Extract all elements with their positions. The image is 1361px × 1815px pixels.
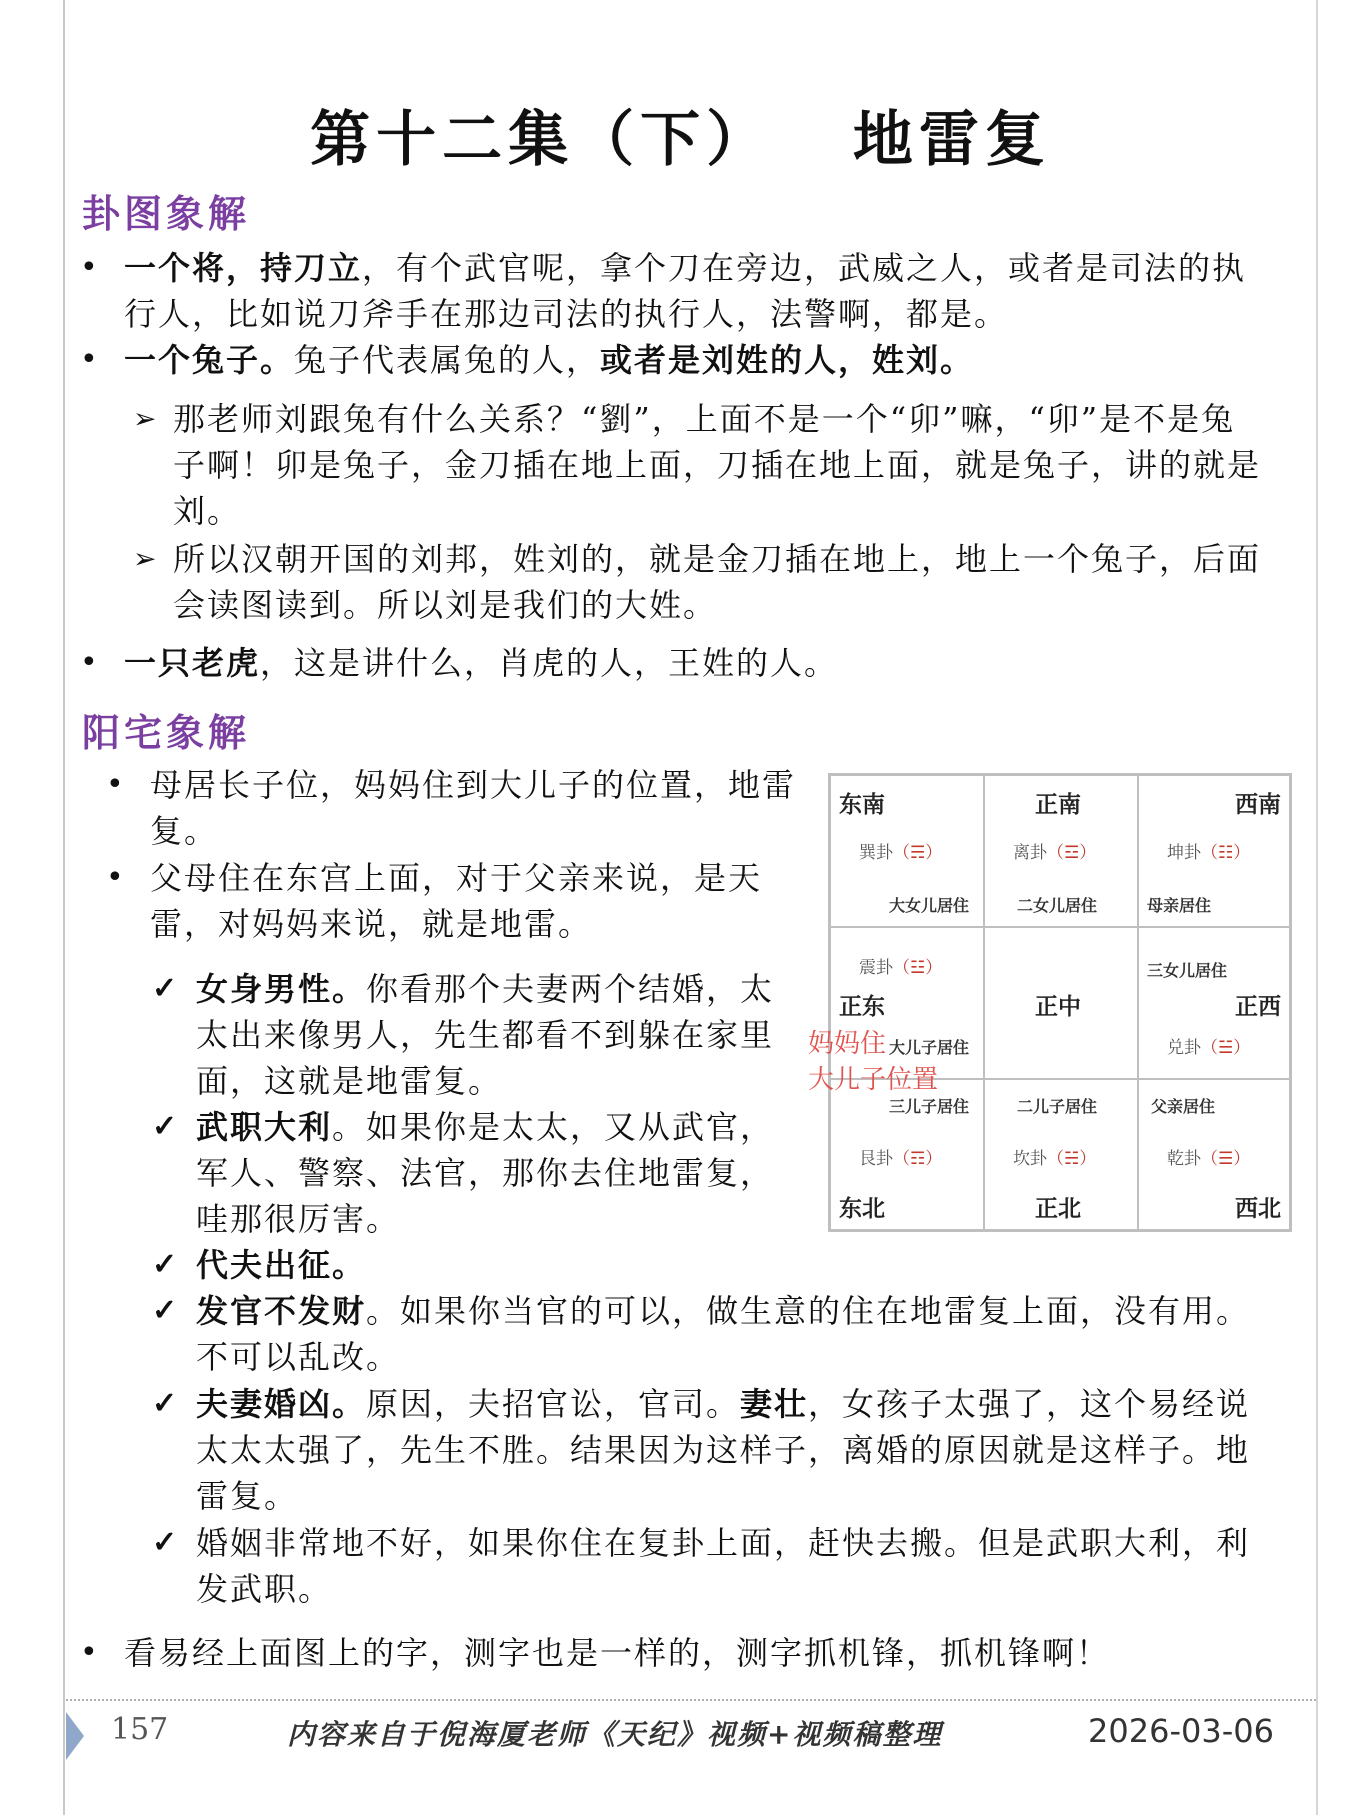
emphasis-text: 女身男性。 (196, 970, 367, 1008)
emphasis-text: 代夫出征。 (196, 1246, 367, 1284)
check-icon: ✓ (152, 1386, 180, 1421)
sub-list-item (133, 396, 1268, 534)
body-text: ，女孩子太强了，这个易经说太太太强了，先生不胜。结果因为这样子，离婚的原因就是这样子。地雷复。 (196, 1385, 1251, 1515)
bagua-grid (828, 773, 1292, 1232)
bullet-icon: • (80, 250, 100, 285)
footer-divider (66, 1699, 1316, 1701)
body-text: 原因，夫招官讼，官司。 (366, 1385, 741, 1423)
gua-label: 离卦（☲） (1013, 843, 1097, 863)
gua-label: 乾卦（☰） (1167, 1149, 1251, 1169)
list-item (80, 245, 1280, 337)
body-text: 父母住在东宫上面，对于父亲来说，是天雷，对妈妈来说，就是地雷。 (150, 859, 763, 943)
list-item (80, 640, 1280, 686)
direction-label: 正南 (1035, 792, 1081, 818)
gua-label: 坎卦（☵） (1013, 1149, 1097, 1169)
red-annotation (808, 1026, 938, 1098)
list-item (80, 337, 1280, 383)
check-item (152, 1288, 1282, 1380)
emphasis-text: 发官不发财 (196, 1292, 367, 1330)
page-left-border (63, 0, 65, 1815)
section-heading-yang-zhai: 阳宅象解 (82, 710, 251, 755)
grid-cell-south (984, 775, 1138, 927)
check-icon: ✓ (152, 971, 180, 1006)
annotation-line: 妈妈住 (808, 1029, 887, 1059)
triangle-icon (66, 1712, 84, 1760)
body-text: ，有个武官呢，拿个刀在旁边，武威之人，或者是司法的执行人，比如说刀斧手在那边司法的执行人，法警啊，都是。 (124, 249, 1247, 333)
direction-label: 正北 (1035, 1196, 1081, 1222)
direction-label: 正西 (1235, 994, 1281, 1020)
section-heading-gua-tu: 卦图象解 (82, 191, 251, 236)
sub-list-item (133, 536, 1268, 628)
gua-label: 震卦（☳） (859, 958, 943, 978)
resident-label: 大儿子居住 (889, 1038, 970, 1057)
check-icon: ✓ (152, 1525, 180, 1560)
annotation-line: 大儿子位置 (808, 1065, 939, 1095)
footer-source: 内容来自于倪海厦老师《天纪》视频+视频稿整理 (287, 1718, 943, 1751)
list-item (106, 855, 796, 947)
emphasis-text: 或者是刘姓的人，姓刘。 (600, 341, 975, 379)
resident-label: 二儿子居住 (1017, 1097, 1098, 1116)
grid-cell-center (984, 927, 1138, 1079)
resident-label: 三女儿居住 (1147, 961, 1228, 980)
grid-cell-northeast (830, 1079, 984, 1230)
gua-label: 巽卦（☴） (859, 843, 943, 863)
gua-label: 兑卦（☱） (1167, 1038, 1251, 1058)
direction-label: 东南 (839, 792, 885, 818)
direction-label: 东北 (839, 1196, 885, 1222)
body-text: 。如果你是太太，又从武官，军人、警察、法官，那你去住地雷复，哇那很厉害。 (196, 1108, 775, 1238)
emphasis-text: 武职大利 (196, 1108, 333, 1146)
list-item (80, 1630, 1280, 1676)
body-text: 兔子代表属兔的人， (294, 341, 601, 379)
emphasis-text: 夫妻婚凶。 (196, 1385, 367, 1423)
page-title: 第十二集（下） 地雷复 (310, 105, 1051, 175)
arrow-icon: ➢ (133, 542, 159, 575)
check-item (152, 1520, 1282, 1612)
grid-cell-southwest (1138, 775, 1290, 927)
resident-label: 父亲居住 (1151, 1097, 1216, 1116)
direction-label: 西北 (1235, 1196, 1281, 1222)
direction-label: 正中 (1035, 994, 1081, 1020)
bullet-icon: • (80, 1635, 100, 1670)
check-item (152, 966, 802, 1104)
grid-cell-west (1138, 927, 1290, 1079)
grid-cell-southeast (830, 775, 984, 927)
emphasis-text: 一只老虎 (124, 644, 261, 682)
check-icon: ✓ (152, 1293, 180, 1328)
direction-label: 正东 (839, 994, 885, 1020)
grid-cell-north (984, 1079, 1138, 1230)
bullet-icon: • (106, 860, 126, 895)
check-item (152, 1242, 802, 1288)
emphasis-text: 一个兔子。 (124, 341, 295, 379)
footer-date: 2026-03-06 (1088, 1712, 1274, 1750)
check-icon: ✓ (152, 1247, 180, 1282)
bullet-icon: • (80, 645, 100, 680)
check-item (152, 1104, 792, 1242)
arrow-icon: ➢ (133, 402, 159, 435)
gua-label: 坤卦（☷） (1167, 843, 1251, 863)
resident-label: 大女儿居住 (889, 896, 970, 915)
resident-label: 母亲居住 (1147, 896, 1212, 915)
emphasis-text: 一个将，持刀立 (124, 249, 363, 287)
body-text: 婚姻非常地不好，如果你住在复卦上面，赶快去搬。但是武职大利，利发武职。 (196, 1524, 1251, 1608)
body-text: 母居长子位，妈妈住到大儿子的位置，地雷复。 (150, 766, 797, 850)
body-text: 你看那个夫妻两个结婚，太太出来像男人，先生都看不到躲在家里面，这就是地雷复。 (196, 970, 775, 1100)
direction-label: 西南 (1235, 792, 1281, 818)
gua-label: 艮卦（☶） (859, 1149, 943, 1169)
body-text: ，这是讲什么，肖虎的人，王姓的人。 (260, 644, 839, 682)
body-text: 所以汉朝开国的刘邦，姓刘的，就是金刀插在地上，地上一个兔子，后面会读图读到。所以刘是我们的大姓。 (173, 540, 1262, 624)
grid-cell-northwest (1138, 1079, 1290, 1230)
body-text: 看易经上面图上的字，测字也是一样的，测字抓机锋，抓机锋啊！ (124, 1634, 1111, 1672)
resident-label: 二女儿居住 (1017, 896, 1098, 915)
resident-label: 三儿子居住 (889, 1097, 970, 1116)
body-text: 那老师刘跟兔有什么关系？“劉”，上面不是一个“卯”嘛，“卯”是不是兔子啊！卯是兔子，金刀插在地上面，刀插在地上面，就是兔子，讲的就是刘。 (173, 400, 1262, 530)
list-item (106, 762, 796, 854)
check-item (152, 1381, 1282, 1519)
body-text: 。如果你当官的可以，做生意的住在地雷复上面，没有用。不可以乱改。 (196, 1292, 1251, 1376)
bullet-icon: • (106, 767, 126, 802)
page-right-border (1316, 0, 1318, 1815)
page-number: 157 (111, 1712, 169, 1747)
bullet-icon: • (80, 342, 100, 377)
check-icon: ✓ (152, 1109, 180, 1144)
emphasis-text: 妻壮 (740, 1385, 809, 1423)
